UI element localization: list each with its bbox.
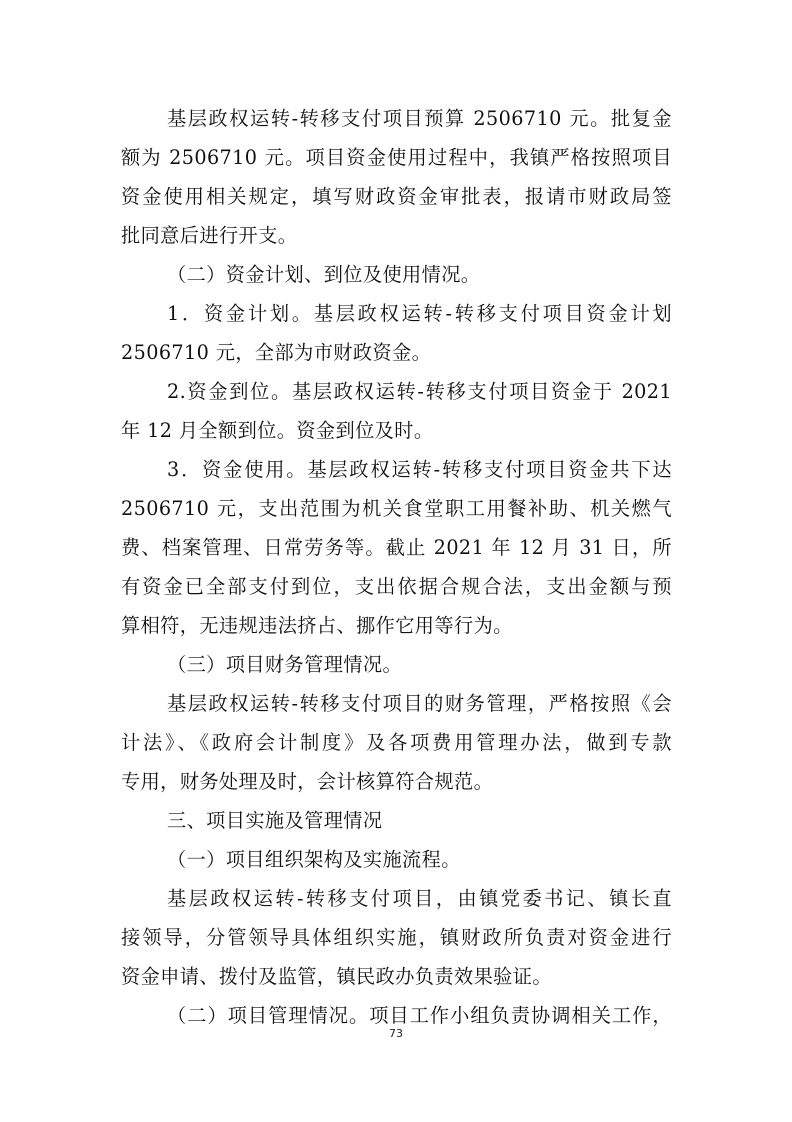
paragraph-line: 批同意后进行开支。 — [121, 224, 298, 247]
paragraph-line: 2.资金到位。基层政权运转-转移支付项目资金于 2021 — [167, 380, 672, 403]
paragraph-line: 资金申请、拨付及监管，镇民政办负责效果验证。 — [121, 965, 552, 988]
paragraph-line: 接领导，分管领导具体组织实施，镇财政所负责对资金进行 — [121, 926, 672, 949]
section-heading: （一）项目组织架构及实施流程。 — [167, 848, 461, 871]
paragraph-line: 计法》、《政府会计制度》及各项费用管理办法，做到专款 — [121, 731, 672, 754]
section-heading: （二）资金计划、到位及使用情况。 — [167, 263, 481, 286]
paragraph-line: 费、档案管理、日常劳务等。截止 2021 年 12 月 31 日，所 — [121, 536, 672, 559]
paragraph-line: 3．资金使用。基层政权运转-转移支付项目资金共下达 — [167, 458, 672, 481]
paragraph-line: 专用，财务处理及时，会计核算符合规范。 — [121, 770, 494, 793]
page-number: 73 — [389, 1027, 403, 1040]
paragraph-line: 年 12 月全额到位。资金到位及时。 — [121, 419, 434, 442]
paragraph-line: 基层政权运转-转移支付项目的财务管理，严格按照《会 — [167, 692, 672, 715]
paragraph-line: 算相符，无违规违法挤占、挪作它用等行为。 — [121, 614, 513, 637]
section-heading: （三）项目财务管理情况。 — [167, 653, 403, 676]
paragraph-line: 有资金已全部支付到位，支出依据合规合法，支出金额与预 — [121, 575, 672, 598]
paragraph-line: 2506710 元，全部为市财政资金。 — [121, 341, 432, 364]
section-heading: 三、项目实施及管理情况 — [167, 809, 383, 832]
paragraph-line: 基层政权运转-转移支付项目，由镇党委书记、镇长直 — [167, 887, 672, 910]
paragraph-line: 资金使用相关规定，填写财政资金审批表，报请市财政局签 — [121, 185, 672, 208]
paragraph-line: 1．资金计划。基层政权运转-转移支付项目资金计划 — [167, 302, 672, 325]
paragraph-line: 额为 2506710 元。项目资金使用过程中，我镇严格按照项目 — [121, 146, 672, 169]
paragraph-line: 2506710 元，支出范围为机关食堂职工用餐补助、机关燃气 — [121, 497, 672, 520]
paragraph-line: 基层政权运转-转移支付项目预算 2506710 元。批复金 — [167, 107, 672, 130]
paragraph-line: （二）项目管理情况。项目工作小组负责协调相关工作， — [167, 1004, 672, 1027]
